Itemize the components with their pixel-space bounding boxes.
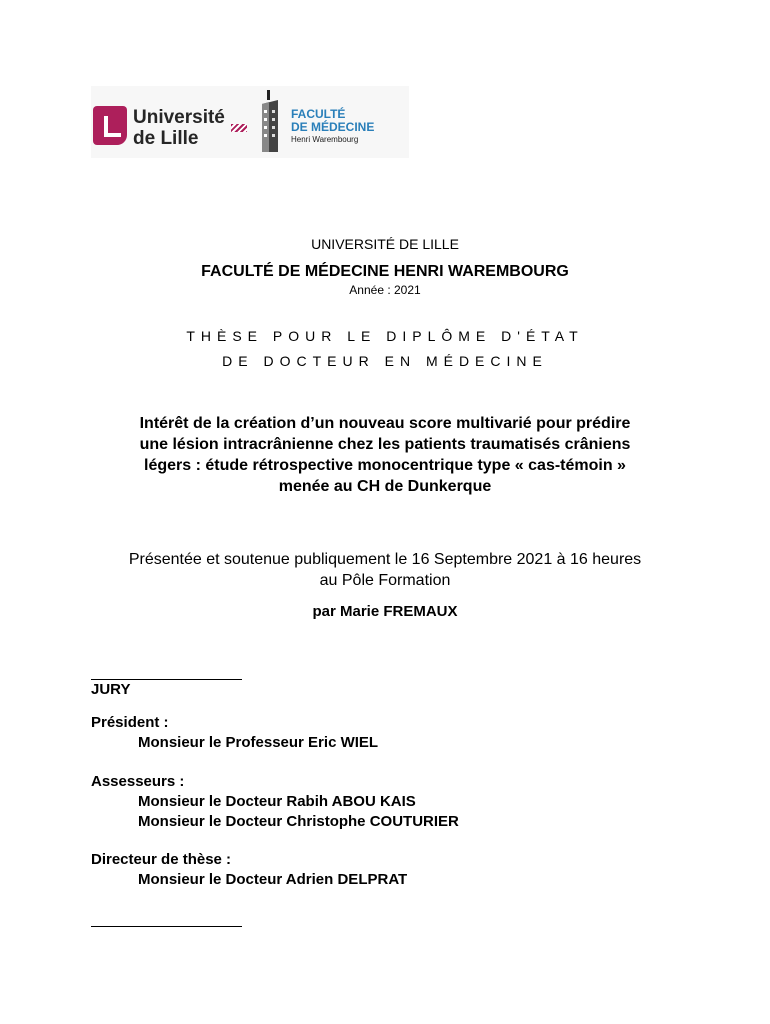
assessor-1-name: Monsieur le Docteur Rabih ABOU KAIS: [138, 793, 416, 810]
faculty-building-icon: [259, 90, 281, 154]
faculty-name: FACULTÉ DE MÉDECINE HENRI WAREMBOURG: [201, 263, 569, 280]
divider-bottom: [91, 926, 242, 927]
logo-separator-icon: [231, 124, 247, 132]
university-logo-text: Université de Lille: [133, 107, 225, 149]
thesis-title: Intérêt de la création d’un nouveau score multivarié pour prédire une lésion intracrânienne chez les patients traumatisés crâniens légers : étude rétrospective monocentrique type « cas-témoin » menée au CH de Dunkerque: [139, 415, 631, 495]
director-name: Monsieur le Docteur Adrien DELPRAT: [138, 871, 408, 888]
defense-details: Présentée et soutenue publiquement le 16 Septembre 2021 à 16 heures au Pôle Formation: [128, 551, 642, 589]
faculty-logo-subtitle: Henri Warembourg: [291, 135, 359, 144]
university-name: UNIVERSITÉ DE LILLE: [311, 236, 459, 252]
assessor-2-name: Monsieur le Docteur Christophe COUTURIER: [138, 813, 459, 830]
assessors-label: Assesseurs :: [91, 773, 185, 790]
author-name: par Marie FREMAUX: [312, 603, 458, 620]
president-name: Monsieur le Professeur Eric WIEL: [138, 734, 379, 751]
thesis-type-line2: DE DOCTEUR EN MÉDECINE: [222, 353, 548, 369]
academic-year: Année : 2021: [349, 283, 421, 297]
logos-banner: [91, 86, 409, 158]
faculty-logo-text: FACULTÉ DE MÉDECINE: [291, 107, 375, 134]
thesis-type-line1: THÈSE POUR LE DIPLÔME D'ÉTAT: [186, 328, 584, 344]
director-label: Directeur de thèse :: [91, 851, 232, 868]
jury-heading: JURY: [91, 681, 131, 698]
university-lille-logo-icon: [93, 106, 127, 145]
divider-top: [91, 679, 242, 680]
president-label: Président :: [91, 714, 169, 731]
